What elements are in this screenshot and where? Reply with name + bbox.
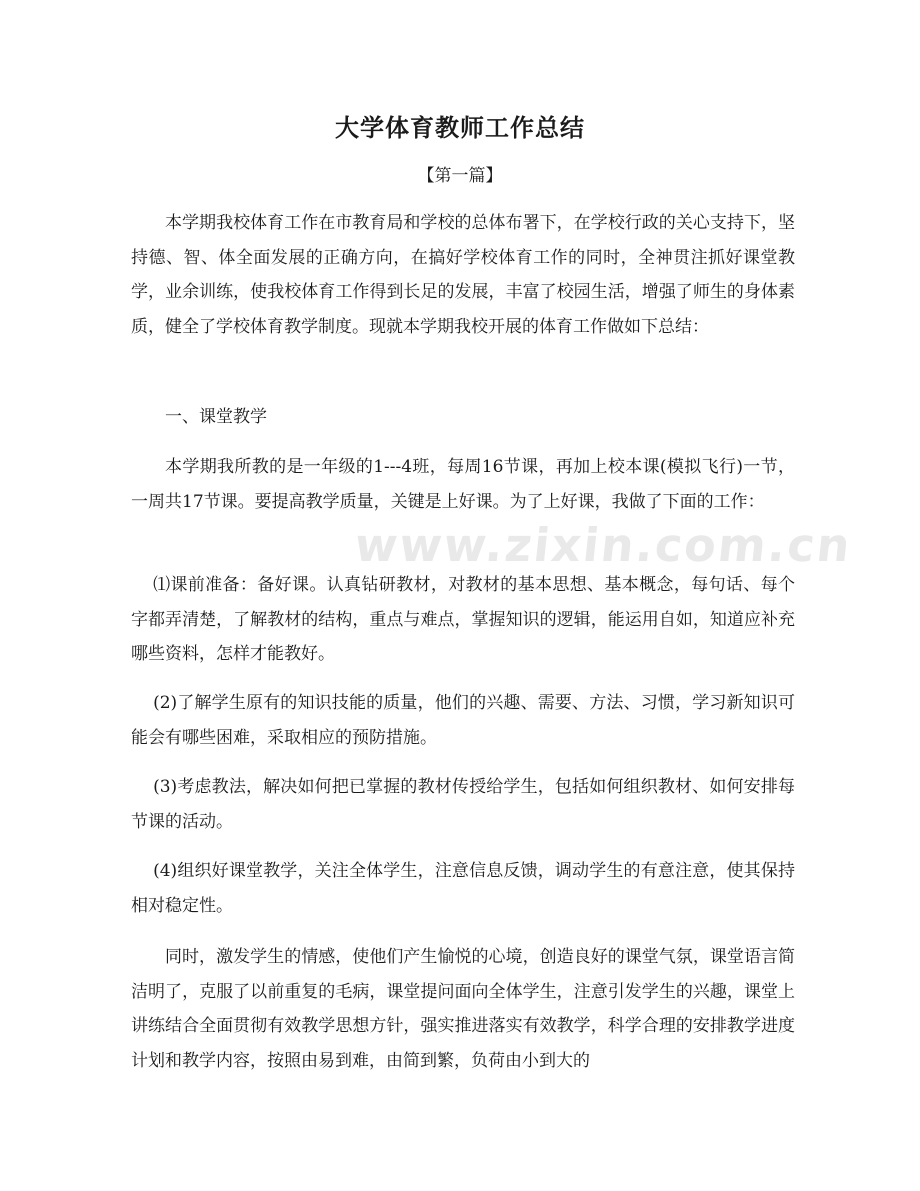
paragraph-meanwhile: 同时，激发学生的情感，使他们产生愉悦的心境，创造良好的课堂气氛，课堂语言简洁明了，克服了以前重复的毛病，课堂提问面向全体学生，注意引发学生的兴趣，课堂上讲练结合全面贯彻有效教学思想方针，强实推进落实有效教学，科学合理的安排教学进度计划和教学内容，按照由易到难，由简到繁，负荷由小到大的 <box>131 947 795 1071</box>
paragraph-item-3: (3)考虑教法，解决如何把已掌握的教材传授给学生，包括如何组织教材、如何安排每节课的活动。 <box>131 777 795 832</box>
section-heading-classroom-teaching: 一、课堂教学 <box>165 407 267 427</box>
paragraph-intro: 本学期我校体育工作在市教育局和学校的总体布署下，在学校行政的关心支持下，坚持德、智、体全面发展的正确方向，在搞好学校体育工作的同时，全神贯注抓好课堂教学，业余训练，使我校体育工作得到长足的发展，丰富了校园生活，增强了师生的身体素质，健全了学校体育教学制度。现就本学期我校开展的体育工作做如下总结： <box>131 213 795 337</box>
paragraph-item-1: ⑴课前准备：备好课。认真钻研教材，对教材的基本思想、基本概念，每句话、每个字都弄清楚，了解教材的结构，重点与难点，掌握知识的逻辑，能运用自如，知道应补充哪些资料，怎样才能教好。 <box>131 575 795 664</box>
paragraph-teaching-load: 本学期我所教的是一年级的1---4班，每周16节课，再加上校本课(模拟飞行)一节，一周共17节课。要提高教学质量，关键是上好课。为了上好课，我做了下面的工作： <box>131 457 795 512</box>
watermark: www.zixin.com.cn <box>352 518 855 572</box>
document-subtitle: 【第一篇】 <box>417 166 503 186</box>
paragraph-item-2: (2)了解学生原有的知识技能的质量，他们的兴趣、需要、方法、习惯，学习新知识可能会有哪些困难，采取相应的预防措施。 <box>131 693 795 748</box>
paragraph-item-4: (4)组织好课堂教学，关注全体学生，注意信息反馈，调动学生的有意注意，使其保持相对稳定性。 <box>131 861 795 916</box>
document-title: 大学体育教师工作总结 <box>335 113 585 142</box>
